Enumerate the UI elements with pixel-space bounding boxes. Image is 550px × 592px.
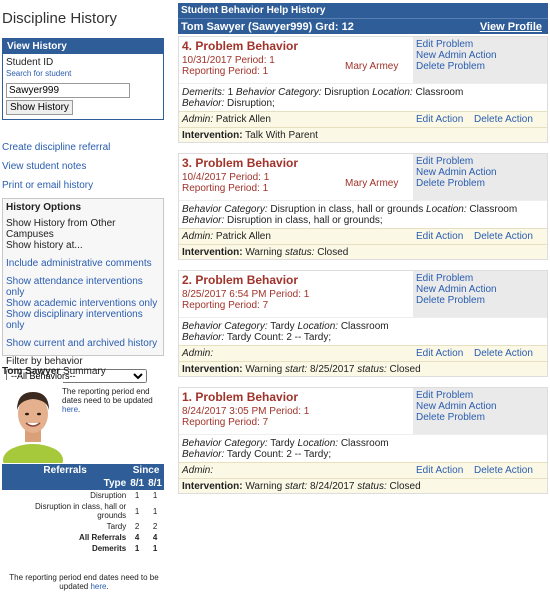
location-label: Location: (297, 321, 339, 332)
behavior-category-label: Behavior Category: (182, 438, 268, 449)
summary-row-count: 1 (152, 491, 158, 500)
summary-title-suffix: Summary (62, 366, 106, 377)
disciplinary-interventions-link[interactable]: Show disciplinary interventions only (6, 309, 143, 331)
academic-interventions-link[interactable]: Show academic interventions only (6, 298, 158, 309)
record-detail-line1 (182, 438, 544, 449)
intervention-label: Intervention: (182, 130, 243, 141)
record-intervention-row (179, 361, 547, 376)
record-reporting-period: Reporting Period: 1 (182, 183, 269, 194)
avatar-note: The reporting period end dates need to be updated here. (62, 387, 153, 414)
location-value: Classroom (412, 87, 464, 98)
behavior-category-value: Tardy (267, 438, 298, 449)
record-date: 8/25/2017 6:54 PM Period: 1 (182, 289, 310, 300)
location-value: Classroom (338, 321, 389, 332)
summary-note-link[interactable]: here (90, 582, 107, 591)
summary-note: The reporting period end dates need to be updated here. (9, 573, 159, 591)
delete-problem-link[interactable]: Delete Problem (416, 61, 485, 72)
record-detail-line1 (182, 321, 544, 332)
summary-row-count: 2 (134, 522, 140, 531)
record-admin-row (179, 462, 547, 478)
record-admin-row (179, 111, 547, 127)
behavior-category-value: Disruption in class, hall or grounds (267, 204, 427, 215)
intervention-start-value: 8/25/2017 (307, 364, 358, 375)
intervention-status-value: Closed (314, 247, 349, 258)
record-reporting-period: Reporting Period: 7 (182, 417, 269, 428)
page-title: Discipline History (2, 10, 118, 27)
include-admin-comments-link[interactable]: Include administrative comments (6, 258, 152, 269)
show-history-at-option[interactable]: Show history at... (6, 240, 83, 251)
student-id-label: Student ID (6, 57, 54, 68)
intervention-start-label: start: (284, 481, 308, 492)
delete-problem-link[interactable]: Delete Problem (416, 412, 485, 423)
summary-row-label: Tardy (106, 522, 127, 531)
admin-label: Admin: (182, 348, 214, 359)
type-header: Type (2, 477, 128, 490)
intervention-value: Warning (242, 247, 285, 258)
record-actions (413, 154, 547, 200)
intervention-label: Intervention: (182, 247, 243, 258)
location-value: Classroom (466, 204, 518, 215)
referral-summary-table (2, 464, 164, 554)
history-options-title: History Options (6, 202, 82, 213)
behavior-value: Disruption; (224, 98, 275, 109)
student-id-input[interactable] (6, 83, 130, 98)
edit-problem-link[interactable]: Edit Problem (416, 156, 474, 167)
intervention-status-value: Closed (386, 364, 421, 375)
history-options-panel (2, 198, 164, 367)
behavior-category-label: Behavior Category: (235, 87, 322, 98)
record-detail-line2 (182, 215, 544, 226)
intervention-status-value: Closed (386, 481, 421, 492)
record-actions (413, 37, 547, 83)
record-top (179, 388, 547, 434)
delete-action-link[interactable]: Delete Action (474, 231, 533, 242)
behavior-category-label: Behavior Category: (182, 321, 268, 332)
summary-subheader-row (2, 477, 164, 490)
summary-row-count: 4 (134, 533, 140, 542)
behavior-record (178, 36, 548, 143)
delete-action-link[interactable]: Delete Action (474, 114, 533, 125)
summary-rows (2, 490, 164, 554)
new-admin-action-link[interactable]: New Admin Action (416, 401, 497, 412)
summary-row-label: Demerits (91, 544, 127, 553)
type-col2: 8/1 (148, 478, 162, 489)
record-reporting-period: Reporting Period: 7 (182, 300, 269, 311)
intervention-value: Talk With Parent (242, 130, 318, 141)
search-student-link[interactable]: Search for student (6, 69, 72, 78)
edit-problem-link[interactable]: Edit Problem (416, 273, 474, 284)
admin-label: Admin: (182, 465, 214, 476)
summary-row-label: All Referrals (79, 533, 127, 542)
behavior-category-value: Tardy (267, 321, 298, 332)
edit-action-link[interactable]: Edit Action (416, 348, 464, 359)
summary-row-count: 1 (152, 506, 158, 516)
record-actions (413, 271, 547, 317)
summary-row (2, 543, 164, 554)
record-reporting-period: Reporting Period: 1 (182, 66, 269, 77)
behavior-label: Behavior: (182, 98, 225, 109)
summary-row-count: 4 (152, 533, 158, 542)
record-intervention-row (179, 478, 547, 493)
student-header-bar (178, 18, 548, 34)
intervention-label: Intervention: (182, 481, 243, 492)
behavior-value: Tardy Count: 2 -- Tardy; (224, 449, 332, 460)
filter-by-behavior-label: Filter by behavior (6, 356, 83, 367)
behavior-record (178, 387, 548, 494)
summary-row-label: Disruption (90, 491, 127, 500)
avatar-note-link[interactable]: here (62, 405, 79, 414)
summary-note-text: The reporting period end dates need to be updated (9, 573, 159, 591)
left-panel (0, 0, 168, 592)
record-detail-line1 (182, 204, 544, 215)
right-panel (178, 3, 548, 492)
attendance-interventions-link[interactable]: Show attendance interventions only (6, 276, 143, 298)
edit-problem-link[interactable]: Edit Problem (416, 390, 474, 401)
other-campuses-option[interactable]: Show History from Other Campuses (6, 218, 116, 240)
edit-action-link[interactable]: Edit Action (416, 231, 464, 242)
edit-action-link[interactable]: Edit Action (416, 465, 464, 476)
create-referral-link[interactable]: Create discipline referral (2, 142, 111, 153)
intervention-start-label: start: (284, 364, 308, 375)
intervention-status-label: status: (357, 364, 387, 375)
summary-row-count: 1 (152, 544, 158, 553)
location-label: Location: (372, 87, 413, 98)
view-history-header: View History (3, 39, 163, 54)
record-title: 4. Problem Behavior (182, 39, 299, 53)
summary-row-count: 1 (134, 506, 140, 516)
record-detail-line1 (182, 87, 544, 98)
summary-student-name: Tom Sawyer (2, 366, 61, 377)
behavior-label: Behavior: (182, 215, 225, 226)
demerits-label: Demerits: (182, 87, 225, 98)
record-staff: Mary Armey (345, 61, 399, 72)
behavior-category-label: Behavior Category: (182, 204, 268, 215)
view-history-box (2, 38, 164, 120)
record-intervention-row (179, 244, 547, 259)
behavior-record (178, 153, 548, 260)
record-title: 2. Problem Behavior (182, 273, 299, 287)
delete-action-link[interactable]: Delete Action (474, 465, 533, 476)
behavior-record (178, 270, 548, 377)
summary-row (2, 521, 164, 532)
new-admin-action-link[interactable]: New Admin Action (416, 50, 497, 61)
record-details (179, 317, 547, 345)
show-history-button[interactable]: Show History (6, 100, 73, 115)
new-admin-action-link[interactable]: New Admin Action (416, 167, 497, 178)
delete-problem-link[interactable]: Delete Problem (416, 178, 485, 189)
record-actions (413, 388, 547, 434)
delete-action-link[interactable]: Delete Action (474, 348, 533, 359)
record-admin-row (179, 228, 547, 244)
new-admin-action-link[interactable]: New Admin Action (416, 284, 497, 295)
summary-row (2, 490, 164, 501)
summary-row (2, 532, 164, 543)
view-notes-link[interactable]: View student notes (2, 161, 87, 172)
edit-problem-link[interactable]: Edit Problem (416, 39, 474, 50)
behavior-value: Disruption in class, hall or grounds; (224, 215, 383, 226)
behavior-value: Tardy Count: 2 -- Tardy; (224, 332, 332, 343)
record-details (179, 200, 547, 228)
student-header: Tom Sawyer (Sawyer999) Grd: 12 (181, 21, 354, 33)
summary-header-row (2, 464, 164, 477)
since-header: Since (128, 464, 164, 477)
current-archived-link[interactable]: Show current and archived history (6, 338, 158, 349)
record-staff: Mary Armey (345, 178, 399, 189)
intervention-status-label: status: (284, 247, 315, 258)
record-detail-line2 (182, 332, 544, 343)
summary-row-count: 2 (152, 522, 158, 531)
record-date: 8/24/2017 3:05 PM Period: 1 (182, 406, 310, 417)
behavior-category-value: Disruption (321, 87, 373, 98)
print-email-link[interactable]: Print or email history (2, 180, 94, 191)
admin-label: Admin: (182, 114, 214, 125)
record-details (179, 434, 547, 462)
location-label: Location: (426, 204, 467, 215)
record-details (179, 83, 547, 111)
record-detail-line2 (182, 449, 544, 460)
record-date: 10/31/2017 Period: 1 (182, 55, 275, 66)
intervention-label: Intervention: (182, 364, 243, 375)
record-top (179, 271, 547, 317)
intervention-start-value: 8/24/2017 (307, 481, 358, 492)
admin-label: Admin: (182, 231, 214, 242)
record-admin-row (179, 345, 547, 361)
record-title: 3. Problem Behavior (182, 156, 299, 170)
summary-title (2, 366, 106, 377)
referrals-header: Referrals (2, 464, 128, 477)
record-title: 1. Problem Behavior (182, 390, 299, 404)
record-intervention-row (179, 127, 547, 142)
intervention-status-label: status: (357, 481, 387, 492)
intervention-value: Warning (242, 481, 285, 492)
view-profile-link[interactable]: View Profile (479, 21, 542, 33)
admin-value: Patrick Allen (213, 114, 271, 125)
edit-action-link[interactable]: Edit Action (416, 114, 464, 125)
behavior-label: Behavior: (182, 332, 225, 343)
summary-row-count: 1 (134, 491, 140, 500)
admin-value: Patrick Allen (213, 231, 271, 242)
behavior-label: Behavior: (182, 449, 225, 460)
location-value: Classroom (338, 438, 389, 449)
avatar-note-text: The reporting period end dates need to be updated (62, 387, 153, 405)
location-label: Location: (297, 438, 339, 449)
summary-row (2, 501, 164, 521)
record-detail-line2 (182, 98, 544, 109)
student-avatar (3, 380, 63, 463)
summary-row-label: Disruption in class, hall or grounds (35, 502, 127, 520)
demerits-value: 1 (224, 87, 236, 98)
summary-row-count: 1 (134, 544, 140, 553)
type-col1: 8/1 (130, 478, 145, 489)
record-top (179, 37, 547, 83)
record-top (179, 154, 547, 200)
record-date: 10/4/2017 Period: 1 (182, 172, 270, 183)
delete-problem-link[interactable]: Delete Problem (416, 295, 485, 306)
intervention-value: Warning (242, 364, 285, 375)
help-history-title: Student Behavior Help History (178, 3, 548, 18)
